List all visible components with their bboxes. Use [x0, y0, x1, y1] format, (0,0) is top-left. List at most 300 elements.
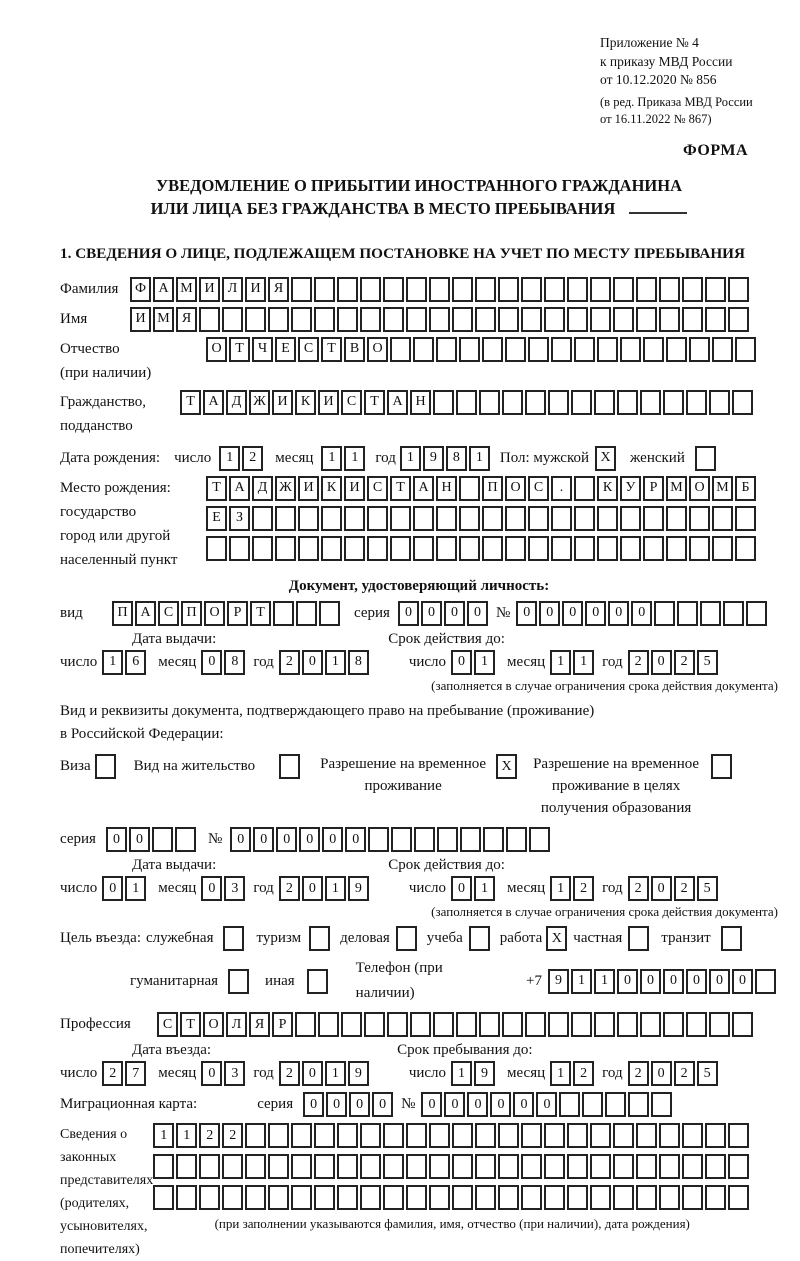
char-box[interactable]: Т: [229, 337, 250, 362]
char-box[interactable]: Т: [250, 601, 271, 626]
char-box[interactable]: [640, 1012, 661, 1037]
char-box[interactable]: 0: [102, 876, 123, 901]
char-box[interactable]: [406, 1185, 427, 1210]
char-box[interactable]: [176, 1185, 197, 1210]
char-box[interactable]: [548, 390, 569, 415]
char-box[interactable]: 2: [242, 446, 263, 471]
char-box[interactable]: 0: [608, 601, 629, 626]
char-box[interactable]: А: [203, 390, 224, 415]
char-box[interactable]: Б: [735, 476, 756, 501]
stay-doc-series-boxes[interactable]: [106, 827, 198, 852]
char-box[interactable]: 2: [222, 1123, 243, 1148]
char-box[interactable]: [337, 1185, 358, 1210]
char-box[interactable]: 1: [469, 446, 490, 471]
char-box[interactable]: О: [203, 1012, 224, 1037]
char-box[interactable]: [429, 307, 450, 332]
stay-issue-year-boxes[interactable]: [279, 876, 371, 901]
char-box[interactable]: 5: [697, 650, 718, 675]
char-box[interactable]: [640, 390, 661, 415]
char-box[interactable]: [590, 1154, 611, 1179]
char-box[interactable]: [245, 1123, 266, 1148]
char-box[interactable]: [360, 1154, 381, 1179]
temp-residence-edu-checkbox[interactable]: [711, 754, 734, 779]
stay-issue-day-boxes[interactable]: [102, 876, 148, 901]
char-box[interactable]: [528, 536, 549, 561]
stay-until-day-boxes[interactable]: [451, 1061, 497, 1086]
char-box[interactable]: [682, 1154, 703, 1179]
char-box[interactable]: [344, 536, 365, 561]
char-box[interactable]: [307, 969, 328, 994]
doc-series-boxes[interactable]: [398, 601, 490, 626]
char-box[interactable]: [383, 277, 404, 302]
purpose-humanitarian-checkbox[interactable]: [228, 969, 251, 994]
char-box[interactable]: [617, 1012, 638, 1037]
char-box[interactable]: 0: [663, 969, 684, 994]
char-box[interactable]: [544, 307, 565, 332]
stay-issue-month-boxes[interactable]: [201, 876, 247, 901]
migration-card-series-boxes[interactable]: [303, 1092, 395, 1117]
char-box[interactable]: 0: [201, 1061, 222, 1086]
char-box[interactable]: М: [176, 277, 197, 302]
char-box[interactable]: [228, 969, 249, 994]
char-box[interactable]: И: [344, 476, 365, 501]
char-box[interactable]: [723, 601, 744, 626]
char-box[interactable]: 1: [550, 1061, 571, 1086]
char-box[interactable]: [728, 1123, 749, 1148]
char-box[interactable]: [291, 1123, 312, 1148]
char-box[interactable]: Т: [364, 390, 385, 415]
char-box[interactable]: А: [387, 390, 408, 415]
char-box[interactable]: [567, 277, 588, 302]
char-box[interactable]: [544, 1123, 565, 1148]
temp-residence-checkbox[interactable]: [496, 754, 519, 779]
char-box[interactable]: Д: [226, 390, 247, 415]
char-box[interactable]: [521, 1185, 542, 1210]
char-box[interactable]: А: [135, 601, 156, 626]
char-box[interactable]: 0: [732, 969, 753, 994]
char-box[interactable]: 0: [303, 1092, 324, 1117]
purpose-study-checkbox[interactable]: [469, 926, 492, 951]
char-box[interactable]: 0: [631, 601, 652, 626]
char-box[interactable]: [544, 277, 565, 302]
char-box[interactable]: [460, 827, 481, 852]
char-box[interactable]: [337, 1123, 358, 1148]
char-box[interactable]: 1: [550, 876, 571, 901]
birth-month-boxes[interactable]: [321, 446, 367, 471]
char-box[interactable]: [383, 1123, 404, 1148]
char-box[interactable]: [498, 307, 519, 332]
char-box[interactable]: 1: [451, 1061, 472, 1086]
char-box[interactable]: [628, 926, 649, 951]
char-box[interactable]: [525, 1012, 546, 1037]
char-box[interactable]: [367, 506, 388, 531]
char-box[interactable]: [682, 1123, 703, 1148]
char-box[interactable]: [321, 506, 342, 531]
doc-issue-year-boxes[interactable]: [279, 650, 371, 675]
doc-valid-day-boxes[interactable]: [451, 650, 497, 675]
char-box[interactable]: [613, 277, 634, 302]
purpose-business-checkbox[interactable]: [396, 926, 419, 951]
char-box[interactable]: С: [158, 601, 179, 626]
char-box[interactable]: 0: [651, 650, 672, 675]
char-box[interactable]: Ч: [252, 337, 273, 362]
phone-boxes[interactable]: [548, 969, 778, 994]
birth-place-boxes-row2[interactable]: [206, 506, 758, 531]
char-box[interactable]: [666, 506, 687, 531]
char-box[interactable]: [651, 1092, 672, 1117]
char-box[interactable]: А: [413, 476, 434, 501]
purpose-private-checkbox[interactable]: [628, 926, 651, 951]
char-box[interactable]: 1: [474, 876, 495, 901]
char-box[interactable]: [199, 1154, 220, 1179]
char-box[interactable]: [551, 536, 572, 561]
char-box[interactable]: 2: [279, 876, 300, 901]
char-box[interactable]: [636, 277, 657, 302]
char-box[interactable]: 0: [421, 601, 442, 626]
char-box[interactable]: [479, 1012, 500, 1037]
char-box[interactable]: 9: [474, 1061, 495, 1086]
char-box[interactable]: 0: [276, 827, 297, 852]
char-box[interactable]: [275, 506, 296, 531]
char-box[interactable]: [482, 337, 503, 362]
char-box[interactable]: С: [157, 1012, 178, 1037]
char-box[interactable]: С: [341, 390, 362, 415]
char-box[interactable]: [636, 1185, 657, 1210]
char-box[interactable]: 1: [594, 969, 615, 994]
char-box[interactable]: 2: [102, 1061, 123, 1086]
char-box[interactable]: [682, 1185, 703, 1210]
stay-until-year-boxes[interactable]: [628, 1061, 720, 1086]
char-box[interactable]: К: [295, 390, 316, 415]
char-box[interactable]: С: [528, 476, 549, 501]
char-box[interactable]: [314, 307, 335, 332]
char-box[interactable]: 1: [321, 446, 342, 471]
char-box[interactable]: Т: [180, 1012, 201, 1037]
char-box[interactable]: [705, 277, 726, 302]
char-box[interactable]: [636, 1123, 657, 1148]
char-box[interactable]: [666, 337, 687, 362]
char-box[interactable]: [199, 1185, 220, 1210]
char-box[interactable]: [695, 446, 716, 471]
char-box[interactable]: [590, 1123, 611, 1148]
char-box[interactable]: [498, 277, 519, 302]
char-box[interactable]: [643, 506, 664, 531]
char-box[interactable]: К: [597, 476, 618, 501]
char-box[interactable]: [268, 1123, 289, 1148]
char-box[interactable]: [682, 307, 703, 332]
char-box[interactable]: 2: [628, 876, 649, 901]
residence-permit-checkbox[interactable]: [279, 754, 302, 779]
char-box[interactable]: [456, 390, 477, 415]
char-box[interactable]: [705, 1123, 726, 1148]
char-box[interactable]: [528, 506, 549, 531]
entry-day-boxes[interactable]: [102, 1061, 148, 1086]
char-box[interactable]: [222, 1154, 243, 1179]
char-box[interactable]: [475, 1123, 496, 1148]
char-box[interactable]: [383, 1185, 404, 1210]
representatives-boxes-row1[interactable]: [153, 1123, 751, 1148]
char-box[interactable]: [594, 1012, 615, 1037]
birth-place-boxes-row1[interactable]: [206, 476, 758, 501]
patronymic-boxes[interactable]: [206, 337, 758, 362]
char-box[interactable]: [721, 926, 742, 951]
char-box[interactable]: 0: [651, 876, 672, 901]
char-box[interactable]: М: [712, 476, 733, 501]
char-box[interactable]: [268, 1154, 289, 1179]
char-box[interactable]: [559, 1092, 580, 1117]
purpose-official-checkbox[interactable]: [223, 926, 246, 951]
char-box[interactable]: [613, 1123, 634, 1148]
char-box[interactable]: 0: [201, 876, 222, 901]
char-box[interactable]: 7: [125, 1061, 146, 1086]
char-box[interactable]: 0: [451, 650, 472, 675]
char-box[interactable]: И: [130, 307, 151, 332]
char-box[interactable]: [571, 390, 592, 415]
char-box[interactable]: [475, 1154, 496, 1179]
char-box[interactable]: [502, 390, 523, 415]
char-box[interactable]: [406, 1154, 427, 1179]
char-box[interactable]: 5: [697, 1061, 718, 1086]
char-box[interactable]: [689, 337, 710, 362]
char-box[interactable]: [319, 601, 340, 626]
char-box[interactable]: Е: [206, 506, 227, 531]
char-box[interactable]: Е: [275, 337, 296, 362]
char-box[interactable]: [659, 1123, 680, 1148]
char-box[interactable]: [360, 1185, 381, 1210]
char-box[interactable]: [223, 926, 244, 951]
char-box[interactable]: [245, 1185, 266, 1210]
char-box[interactable]: 1: [571, 969, 592, 994]
doc-type-boxes[interactable]: [112, 601, 342, 626]
char-box[interactable]: [636, 307, 657, 332]
char-box[interactable]: [413, 506, 434, 531]
char-box[interactable]: 0: [349, 1092, 370, 1117]
char-box[interactable]: О: [689, 476, 710, 501]
char-box[interactable]: [245, 1154, 266, 1179]
char-box[interactable]: [574, 506, 595, 531]
char-box[interactable]: [252, 506, 273, 531]
char-box[interactable]: О: [505, 476, 526, 501]
char-box[interactable]: [689, 506, 710, 531]
char-box[interactable]: [475, 307, 496, 332]
char-box[interactable]: [367, 536, 388, 561]
char-box[interactable]: [605, 1092, 626, 1117]
char-box[interactable]: 5: [697, 876, 718, 901]
entry-year-boxes[interactable]: [279, 1061, 371, 1086]
char-box[interactable]: [705, 1185, 726, 1210]
char-box[interactable]: 0: [467, 601, 488, 626]
char-box[interactable]: [410, 1012, 431, 1037]
char-box[interactable]: 3: [224, 876, 245, 901]
char-box[interactable]: 0: [585, 601, 606, 626]
char-box[interactable]: 0: [516, 601, 537, 626]
birth-year-boxes[interactable]: [400, 446, 492, 471]
char-box[interactable]: [548, 1012, 569, 1037]
char-box[interactable]: 1: [325, 1061, 346, 1086]
char-box[interactable]: [544, 1154, 565, 1179]
char-box[interactable]: [368, 827, 389, 852]
purpose-other-checkbox[interactable]: [307, 969, 330, 994]
char-box[interactable]: 9: [423, 446, 444, 471]
char-box[interactable]: 2: [674, 1061, 695, 1086]
migration-card-number-boxes[interactable]: [421, 1092, 674, 1117]
char-box[interactable]: [406, 307, 427, 332]
char-box[interactable]: И: [199, 277, 220, 302]
char-box[interactable]: 0: [129, 827, 150, 852]
char-box[interactable]: [321, 536, 342, 561]
char-box[interactable]: Я: [176, 307, 197, 332]
char-box[interactable]: [337, 277, 358, 302]
char-box[interactable]: [273, 601, 294, 626]
char-box[interactable]: [505, 337, 526, 362]
char-box[interactable]: [296, 601, 317, 626]
char-box[interactable]: 0: [372, 1092, 393, 1117]
char-box[interactable]: 2: [279, 650, 300, 675]
visa-checkbox[interactable]: [95, 754, 118, 779]
char-box[interactable]: [436, 536, 457, 561]
char-box[interactable]: [732, 390, 753, 415]
char-box[interactable]: [469, 926, 490, 951]
char-box[interactable]: 0: [513, 1092, 534, 1117]
char-box[interactable]: [636, 1154, 657, 1179]
char-box[interactable]: [659, 307, 680, 332]
char-box[interactable]: X: [595, 446, 616, 471]
char-box[interactable]: Л: [226, 1012, 247, 1037]
char-box[interactable]: [659, 1154, 680, 1179]
char-box[interactable]: [594, 390, 615, 415]
char-box[interactable]: [413, 536, 434, 561]
char-box[interactable]: [436, 337, 457, 362]
char-box[interactable]: С: [367, 476, 388, 501]
doc-valid-month-boxes[interactable]: [550, 650, 596, 675]
char-box[interactable]: П: [112, 601, 133, 626]
char-box[interactable]: [506, 827, 527, 852]
char-box[interactable]: [643, 536, 664, 561]
char-box[interactable]: [567, 1123, 588, 1148]
char-box[interactable]: М: [153, 307, 174, 332]
char-box[interactable]: Т: [180, 390, 201, 415]
char-box[interactable]: 2: [279, 1061, 300, 1086]
char-box[interactable]: З: [229, 506, 250, 531]
char-box[interactable]: [567, 1154, 588, 1179]
char-box[interactable]: Р: [227, 601, 248, 626]
char-box[interactable]: [406, 277, 427, 302]
char-box[interactable]: [291, 1154, 312, 1179]
purpose-tourism-checkbox[interactable]: [309, 926, 332, 951]
char-box[interactable]: 1: [325, 876, 346, 901]
char-box[interactable]: 0: [536, 1092, 557, 1117]
char-box[interactable]: [663, 390, 684, 415]
char-box[interactable]: [529, 827, 550, 852]
char-box[interactable]: 1: [550, 650, 571, 675]
char-box[interactable]: 0: [490, 1092, 511, 1117]
char-box[interactable]: 1: [219, 446, 240, 471]
char-box[interactable]: [482, 506, 503, 531]
char-box[interactable]: [452, 1154, 473, 1179]
doc-number-boxes[interactable]: [516, 601, 769, 626]
char-box[interactable]: 8: [224, 650, 245, 675]
char-box[interactable]: [571, 1012, 592, 1037]
char-box[interactable]: [498, 1185, 519, 1210]
char-box[interactable]: 0: [562, 601, 583, 626]
char-box[interactable]: [521, 1123, 542, 1148]
char-box[interactable]: [505, 536, 526, 561]
char-box[interactable]: 2: [199, 1123, 220, 1148]
char-box[interactable]: [700, 601, 721, 626]
char-box[interactable]: [406, 1123, 427, 1148]
char-box[interactable]: [291, 1185, 312, 1210]
char-box[interactable]: И: [298, 476, 319, 501]
char-box[interactable]: Ф: [130, 277, 151, 302]
char-box[interactable]: [222, 1185, 243, 1210]
char-box[interactable]: [298, 506, 319, 531]
char-box[interactable]: П: [181, 601, 202, 626]
char-box[interactable]: 1: [400, 446, 421, 471]
char-box[interactable]: [597, 536, 618, 561]
char-box[interactable]: [245, 307, 266, 332]
char-box[interactable]: [620, 536, 641, 561]
char-box[interactable]: 0: [539, 601, 560, 626]
char-box[interactable]: [429, 277, 450, 302]
char-box[interactable]: [429, 1154, 450, 1179]
char-box[interactable]: 0: [617, 969, 638, 994]
char-box[interactable]: [390, 337, 411, 362]
char-box[interactable]: [452, 277, 473, 302]
char-box[interactable]: 0: [345, 827, 366, 852]
char-box[interactable]: [567, 307, 588, 332]
stay-doc-number-boxes[interactable]: [230, 827, 552, 852]
char-box[interactable]: В: [344, 337, 365, 362]
char-box[interactable]: 2: [573, 876, 594, 901]
char-box[interactable]: [475, 1185, 496, 1210]
char-box[interactable]: [521, 1154, 542, 1179]
char-box[interactable]: [452, 1185, 473, 1210]
char-box[interactable]: [525, 390, 546, 415]
char-box[interactable]: [521, 307, 542, 332]
char-box[interactable]: [459, 337, 480, 362]
char-box[interactable]: И: [318, 390, 339, 415]
char-box[interactable]: С: [298, 337, 319, 362]
char-box[interactable]: [291, 307, 312, 332]
char-box[interactable]: [268, 1185, 289, 1210]
char-box[interactable]: 0: [640, 969, 661, 994]
char-box[interactable]: [728, 1154, 749, 1179]
char-box[interactable]: [705, 307, 726, 332]
char-box[interactable]: 0: [444, 1092, 465, 1117]
char-box[interactable]: [152, 827, 173, 852]
char-box[interactable]: Я: [268, 277, 289, 302]
char-box[interactable]: Ж: [275, 476, 296, 501]
char-box[interactable]: 0: [398, 601, 419, 626]
char-box[interactable]: О: [204, 601, 225, 626]
char-box[interactable]: [483, 827, 504, 852]
char-box[interactable]: [505, 506, 526, 531]
char-box[interactable]: 0: [302, 1061, 323, 1086]
char-box[interactable]: [663, 1012, 684, 1037]
char-box[interactable]: [590, 277, 611, 302]
char-box[interactable]: 1: [102, 650, 123, 675]
char-box[interactable]: 0: [230, 827, 251, 852]
char-box[interactable]: [275, 536, 296, 561]
char-box[interactable]: [337, 1154, 358, 1179]
char-box[interactable]: 0: [421, 1092, 442, 1117]
char-box[interactable]: 1: [125, 876, 146, 901]
char-box[interactable]: [712, 536, 733, 561]
char-box[interactable]: А: [229, 476, 250, 501]
char-box[interactable]: [279, 754, 300, 779]
char-box[interactable]: [666, 536, 687, 561]
stay-valid-day-boxes[interactable]: [451, 876, 497, 901]
